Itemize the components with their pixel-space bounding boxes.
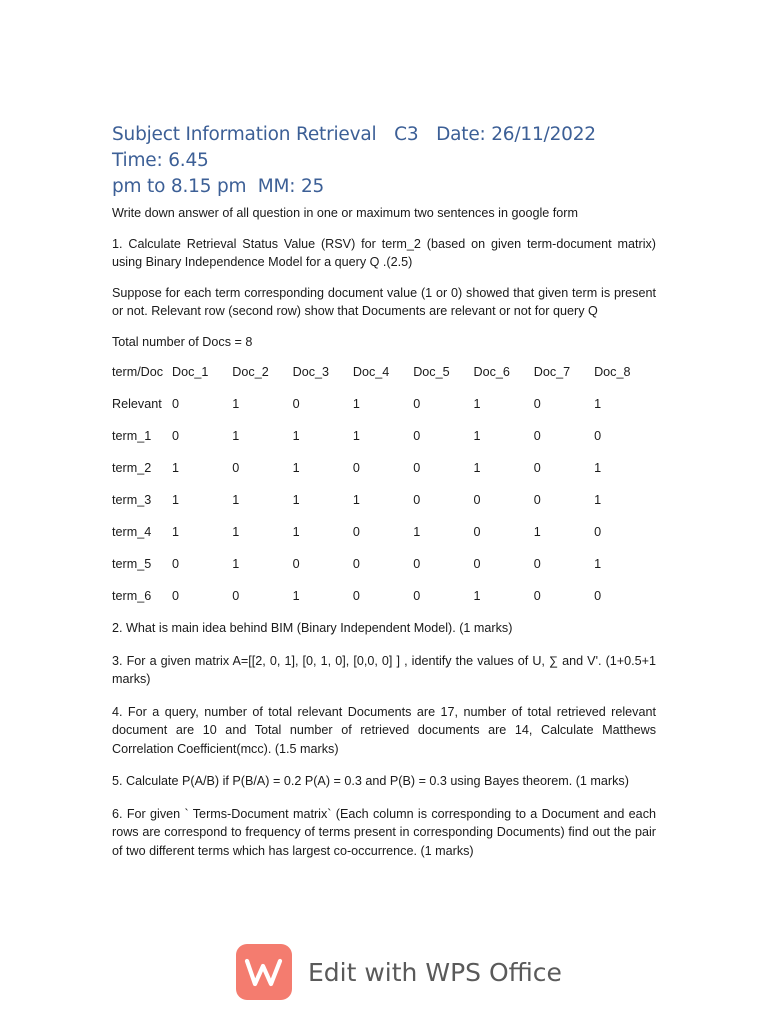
matrix-cell: 0 [413, 589, 421, 603]
wps-edit-label: Edit with WPS Office [308, 957, 562, 987]
matrix-cell: 1 [594, 493, 602, 507]
matrix-cell: 0 [172, 397, 180, 411]
matrix-cell: 0 [533, 557, 541, 571]
matrix-cell: 0 [473, 525, 481, 539]
matrix-cell: 0 [232, 589, 240, 603]
matrix-cell: 0 [594, 429, 602, 443]
exam-time-start: Time: 6.45 [112, 150, 209, 171]
question-3: 3. For a given matrix A=[[2, 0, 1], [0, 1, 0], [0,0, 0] ] , identify the values of U, ∑ and V'. (1+0.5+1 marks) [112, 653, 656, 686]
matrix-cell: 0 [413, 429, 421, 443]
matrix-header-cell: Doc_8 [594, 365, 631, 379]
matrix-cell: 1 [594, 461, 602, 475]
matrix-cell: 1 [413, 525, 421, 539]
matrix-cell: 1 [292, 525, 300, 539]
matrix-cell: 1 [594, 557, 602, 571]
matrix-row-label: term_2 [112, 461, 152, 475]
question-6: 6. For given ` Terms-Document matrix` (Each column is corresponding to a Document and each rows are correspond to frequency of terms present in corresponding Documents) find out the pair of two different terms which has largest co-occurrence. (1 marks) [112, 806, 656, 858]
instructions: Write down answer of all question in one or maximum two sentences in google form [112, 206, 578, 220]
matrix-row [112, 587, 654, 619]
matrix-header-cell: Doc_4 [352, 365, 390, 379]
matrix-cell: 1 [352, 397, 360, 411]
question-1-context: Suppose for each term corresponding document value (1 or 0) showed that given term is present or not. Relevant row (second row) show that Documents are relevant or not for query Q [112, 285, 656, 318]
matrix-cell: 0 [413, 461, 421, 475]
matrix-cell: 0 [352, 557, 360, 571]
matrix-cell: 0 [413, 557, 421, 571]
exam-date: Date: 26/11/2022 [436, 124, 596, 145]
matrix-cell: 1 [232, 397, 240, 411]
course-code: C3 [394, 124, 419, 145]
matrix-header-cell: term/Doc [112, 365, 164, 379]
matrix-header-cell: Doc_1 [172, 365, 209, 379]
matrix-cell: 0 [473, 493, 481, 507]
matrix-row [112, 491, 654, 523]
matrix-cell: 1 [473, 589, 481, 603]
matrix-cell: 0 [533, 461, 541, 475]
matrix-cell: 1 [473, 397, 481, 411]
matrix-cell: 1 [352, 429, 360, 443]
matrix-cell: 1 [352, 493, 360, 507]
term-document-matrix [112, 363, 654, 619]
question-4: 4. For a query, number of total relevant Documents are 17, number of total retrieved relevant document are 10 and Total number of retrieved documents are 14, Calculate Matthews Correlation Coefficient(mcc). (1.5 marks) [112, 704, 656, 756]
matrix-cell: 0 [352, 461, 360, 475]
matrix-cell: 0 [594, 525, 602, 539]
matrix-cell: 0 [533, 589, 541, 603]
matrix-row [112, 459, 654, 491]
matrix-row-label: term_4 [112, 525, 152, 539]
question-5: 5. Calculate P(A/B) if P(B/A) = 0.2 P(A) = 0.3 and P(B) = 0.3 using Bayes theorem. (1 marks) [112, 774, 629, 788]
matrix-header-cell: Doc_2 [232, 365, 269, 379]
matrix-cell: 1 [473, 461, 481, 475]
matrix-cell: 1 [292, 589, 300, 603]
matrix-cell: 1 [292, 429, 300, 443]
matrix-header-cell: Doc_6 [473, 365, 510, 379]
matrix-row [112, 395, 654, 427]
matrix-header-row [112, 363, 654, 395]
matrix-header-cell: Doc_3 [292, 365, 329, 379]
question-2: 2. What is main idea behind BIM (Binary Independent Model). (1 marks) [112, 621, 513, 635]
matrix-cell: 1 [232, 493, 240, 507]
matrix-cell: 1 [232, 525, 240, 539]
matrix-cell: 0 [292, 397, 300, 411]
matrix-cell: 1 [172, 525, 180, 539]
subject-title: Subject Information Retrieval [112, 124, 377, 145]
matrix-cell: 1 [473, 429, 481, 443]
matrix-cell: 1 [172, 461, 180, 475]
exam-time-end: pm to 8.15 pm [112, 176, 247, 197]
wps-w-logo-icon [236, 944, 292, 1000]
matrix-header-cell: Doc_7 [533, 365, 571, 379]
matrix-cell: 1 [594, 397, 602, 411]
matrix-cell: 0 [594, 589, 602, 603]
max-marks: MM: 25 [257, 176, 325, 197]
matrix-row-label: term_5 [112, 557, 152, 571]
matrix-cell: 1 [232, 429, 240, 443]
matrix-row-label: Relevant [112, 397, 162, 411]
matrix-row [112, 523, 654, 555]
matrix-cell: 0 [533, 493, 541, 507]
matrix-cell: 0 [533, 429, 541, 443]
matrix-cell: 0 [413, 493, 421, 507]
matrix-cell: 1 [533, 525, 541, 539]
page-title [112, 122, 656, 200]
matrix-cell: 0 [533, 397, 541, 411]
matrix-cell: 0 [172, 429, 180, 443]
matrix-header-cell: Doc_5 [413, 365, 450, 379]
matrix-cell: 0 [172, 557, 180, 571]
matrix-cell: 0 [473, 557, 481, 571]
matrix-row-label: term_6 [112, 589, 152, 603]
matrix-cell: 1 [292, 493, 300, 507]
matrix-cell: 1 [232, 557, 240, 571]
document-page [112, 122, 656, 860]
matrix-cell: 0 [232, 461, 240, 475]
matrix-row-label: term_3 [112, 493, 152, 507]
matrix-cell: 1 [172, 493, 180, 507]
wps-watermark[interactable] [236, 942, 562, 1002]
total-docs: Total number of Docs = 8 [112, 334, 253, 349]
matrix-cell: 0 [292, 557, 300, 571]
matrix-cell: 0 [352, 525, 360, 539]
matrix-cell: 0 [352, 589, 360, 603]
matrix-cell: 1 [292, 461, 300, 475]
matrix-row-label: term_1 [112, 429, 152, 443]
matrix-cell: 0 [172, 589, 180, 603]
matrix-row [112, 427, 654, 459]
matrix-cell: 0 [413, 397, 421, 411]
question-1: 1. Calculate Retrieval Status Value (RSV) for term_2 (based on given term-document matrix) using Binary Independence Model for a query Q .(2.5) [112, 236, 656, 269]
matrix-row [112, 555, 654, 587]
